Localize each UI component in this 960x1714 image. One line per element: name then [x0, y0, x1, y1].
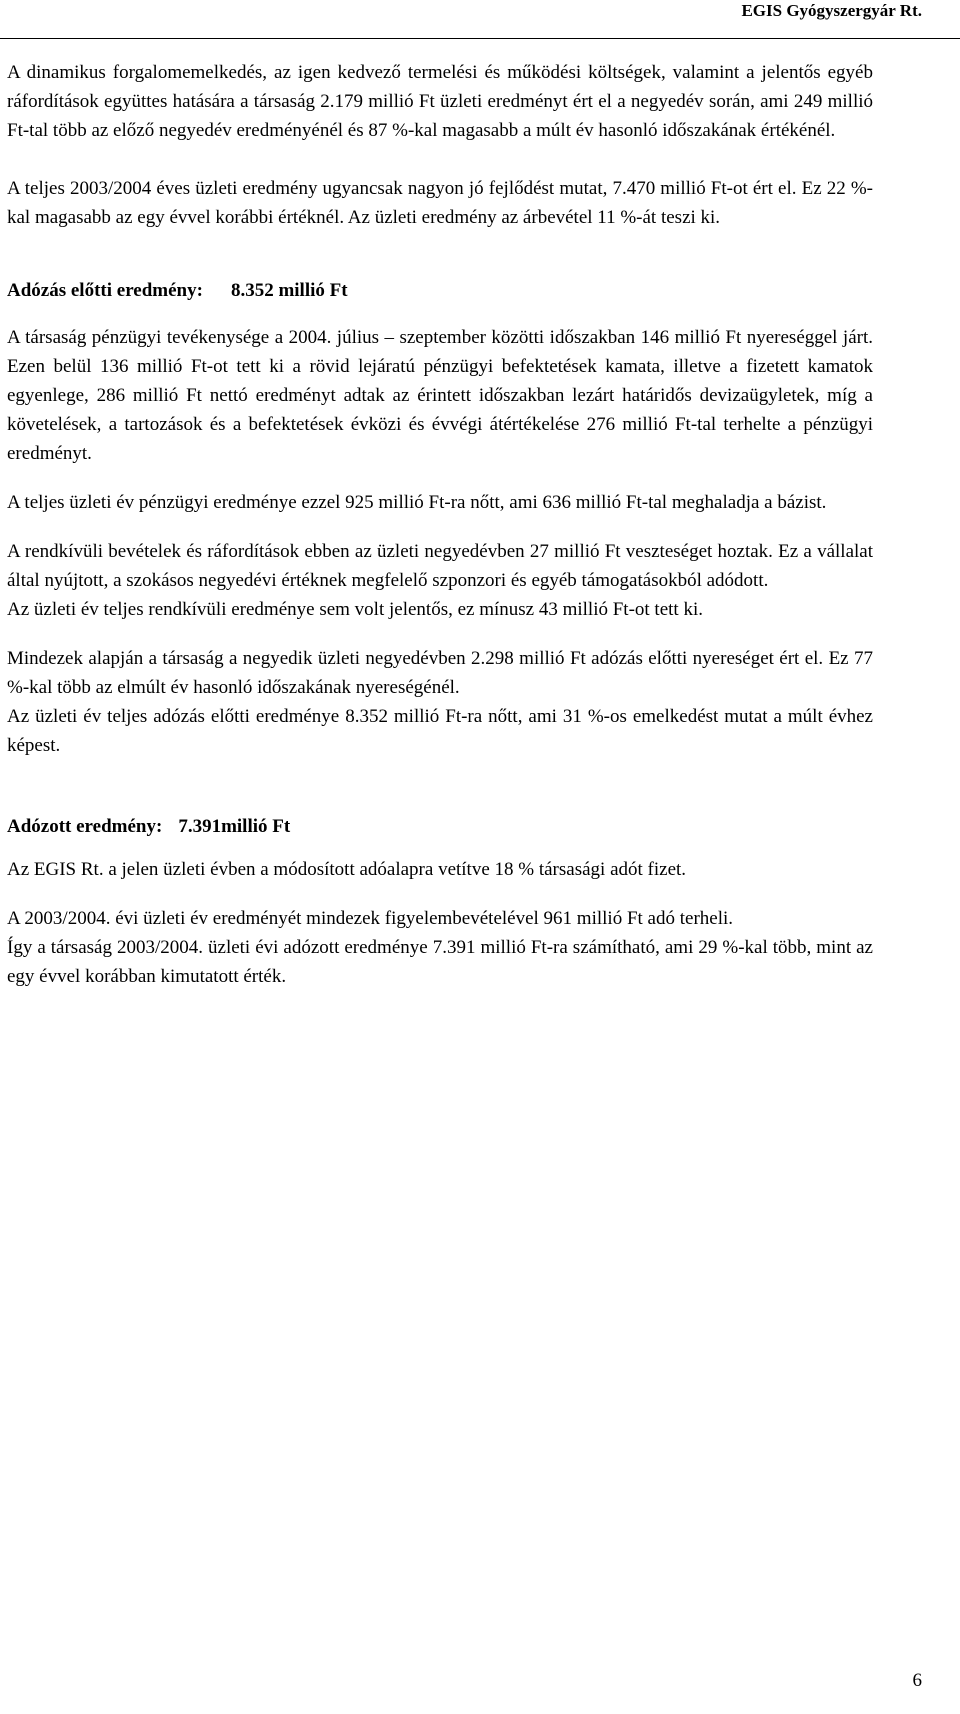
heading-aftertax-result — [7, 812, 873, 841]
page-number: 6 — [912, 1670, 922, 1691]
paragraph-corporate-tax: Az EGIS Rt. a jelen üzleti évben a módosított adóalapra vetítve 18 % társasági adót fizet. — [7, 859, 687, 880]
document-header-title: EGIS Gyógyszergyár Rt. — [741, 1, 922, 20]
heading-aftertax-value: 7.391millió Ft — [178, 816, 291, 837]
heading-pretax-label: Adózás előtti eredmény: — [7, 280, 203, 301]
heading-pretax-result — [7, 276, 873, 305]
paragraph-pretax-year: Az üzleti év teljes adózás előtti eredménye 8.352 millió Ft-ra nőtt, ami 31 %-os emelkedést mutat a múlt évhez képest. — [7, 706, 873, 756]
heading-aftertax-label: Adózott eredmény: — [7, 816, 163, 837]
paragraph-financial-year: A teljes üzleti év pénzügyi eredménye ezzel 925 millió Ft-ra nőtt, ami 636 millió Ft-tal meghaladja a bázist. — [7, 492, 827, 513]
paragraph-financial-activity: A társaság pénzügyi tevékenysége a 2004. július – szeptember közötti időszakban 146 millió Ft nyereséggel járt. Ezen belül 136 millió Ft-ot tett ki a rövid lejáratú pénzügyi befektetések kamata, illetve a fizetett kamatok egyenlege, 286 millió Ft nettó eredményt adtak az érintett időszakban lezárt határidős devizaügyletek, míg a követelések, a tartozások és a befektetések évközi és évvégi átértékelése 276 millió Ft-tal terhelte a pénzügyi eredményt. — [7, 327, 873, 464]
paragraph-operating-result-quarter: A dinamikus forgalomemelkedés, az igen kedvező termelési és működési költségek, valamint a jelentős egyéb ráfordítások együttes hatására a társaság 2.179 millió Ft üzleti eredményt ért el a negyedév során, ami 249 millió Ft-tal több az előző negyedév eredményénél és 87 %-kal magasabb a múlt év hasonló időszakának értékénél. — [7, 62, 873, 141]
paragraph-net-result: Így a társaság 2003/2004. üzleti évi adózott eredménye 7.391 millió Ft-ra számítható, ami 29 %-kal több, mint az egy évvel korábban kimutatott érték. — [7, 937, 873, 987]
document-body — [7, 58, 873, 991]
heading-pretax-value: 8.352 millió Ft — [230, 280, 348, 301]
paragraph-pretax-quarter: Mindezek alapján a társaság a negyedik üzleti negyedévben 2.298 millió Ft adózás előtti nyereséget ért el. Ez 77 %-kal több az elmúlt év hasonló időszakának nyereségénél. — [7, 648, 873, 698]
header-divider — [0, 38, 960, 39]
paragraph-operating-result-year: A teljes 2003/2004 éves üzleti eredmény ugyancsak nagyon jó fejlődést mutat, 7.470 millió Ft-ot ért el. Ez 22 %-kal magasabb az egy évvel korábbi értéknél. Az üzleti eredmény az árbevétel 11 %-át teszi ki. — [7, 178, 873, 228]
paragraph-tax-burden: A 2003/2004. évi üzleti év eredményét mindezek figyelembevételével 961 millió Ft adó terheli. — [7, 908, 734, 929]
paragraph-extraordinary-quarter: A rendkívüli bevételek és ráfordítások ebben az üzleti negyedévben 27 millió Ft veszteséget hoztak. Ez a vállalat által nyújtott, a szokásos negyedévi értéknek megfelelő szponzori és egyéb támogatásokból adódott. — [7, 541, 873, 591]
paragraph-extraordinary-year: Az üzleti év teljes rendkívüli eredménye sem volt jelentős, ez mínusz 43 millió Ft-ot tett ki. — [7, 599, 703, 620]
